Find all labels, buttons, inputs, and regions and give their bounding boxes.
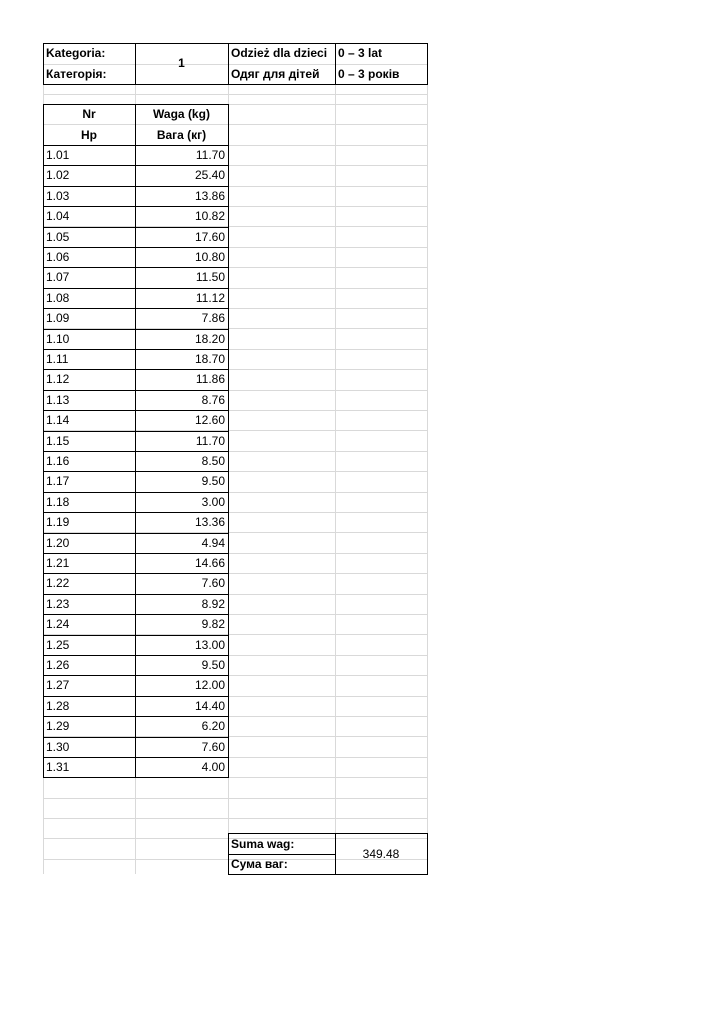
border-line (43, 84, 428, 85)
border-line (427, 833, 428, 875)
gridline (427, 84, 428, 874)
row-weight: 3.00 (201, 494, 225, 509)
column-header-nr-pl: Nr (82, 107, 96, 121)
column-header-nr-ua: Нр (81, 128, 97, 142)
type-pl: Odzież dla dzieci (231, 46, 328, 60)
border-line (228, 104, 229, 778)
border-line (228, 874, 428, 875)
row-nr: 1.20 (46, 535, 70, 550)
sum-label-pl: Suma wag: (231, 837, 295, 851)
category-label-pl: Kategoria: (46, 46, 106, 60)
border-line (427, 43, 428, 85)
row-weight: 9.82 (201, 617, 225, 632)
row-weight: 4.94 (201, 535, 225, 550)
row-weight: 13.86 (194, 188, 225, 203)
row-nr: 1.01 (46, 148, 70, 162)
row-weight: 13.00 (194, 637, 225, 652)
row-weight: 17.60 (194, 229, 225, 244)
row-nr: 1.21 (46, 556, 70, 570)
gridline (335, 84, 336, 874)
sum-total-value: 349.48 (362, 847, 400, 861)
row-weight: 14.40 (194, 698, 225, 713)
row-weight: 6.20 (201, 719, 225, 734)
row-weight: 9.50 (201, 658, 225, 672)
row-weight: 7.86 (201, 311, 225, 326)
row-weight: 8.50 (201, 454, 225, 468)
row-weight: 7.60 (201, 739, 225, 754)
row-nr: 1.31 (46, 760, 70, 774)
row-weight: 11.50 (195, 270, 225, 285)
row-weight: 11.70 (195, 433, 225, 448)
row-weight: 18.70 (194, 352, 225, 366)
row-nr: 1.05 (46, 229, 70, 244)
row-nr: 1.23 (46, 596, 70, 611)
type-ua: Одяг для дітей (231, 67, 320, 81)
row-weight: 11.86 (195, 372, 225, 387)
row-nr: 1.13 (46, 392, 70, 407)
category-label-ua: Категорія: (46, 67, 107, 81)
row-weight: 14.66 (194, 556, 225, 570)
row-weight: 9.50 (201, 474, 225, 489)
row-weight: 8.92 (201, 596, 225, 611)
row-weight: 10.82 (194, 209, 225, 224)
gridline (43, 94, 427, 95)
row-nr: 1.12 (46, 372, 70, 387)
row-nr: 1.25 (46, 637, 70, 652)
row-weight: 12.00 (194, 678, 225, 693)
row-nr: 1.16 (46, 454, 70, 468)
row-weight: 8.76 (201, 392, 225, 407)
row-weight: 4.00 (201, 760, 225, 774)
row-weight: 12.60 (194, 413, 225, 428)
row-nr: 1.06 (46, 250, 70, 264)
row-nr: 1.17 (46, 474, 70, 489)
row-weight: 13.36 (194, 515, 225, 530)
row-nr: 1.04 (46, 209, 70, 224)
age-ua: 0 – 3 років (338, 67, 400, 81)
row-nr: 1.24 (46, 617, 70, 632)
row-weight: 11.70 (195, 148, 225, 162)
age-pl: 0 – 3 lat (338, 46, 383, 60)
category-value: 1 (178, 56, 185, 70)
row-nr: 1.22 (46, 576, 70, 591)
gridline (43, 818, 427, 819)
row-nr: 1.15 (46, 433, 70, 448)
gridline (43, 798, 427, 799)
column-header-weight-ua: Вага (кг) (156, 128, 207, 142)
column-header-weight-pl: Waga (kg) (153, 107, 210, 121)
row-weight: 10.80 (194, 250, 225, 264)
row-weight: 18.20 (194, 331, 225, 346)
row-weight: 25.40 (194, 168, 225, 183)
row-nr: 1.26 (46, 658, 70, 672)
row-nr: 1.03 (46, 188, 70, 203)
row-nr: 1.07 (46, 270, 70, 285)
row-nr: 1.02 (46, 168, 70, 183)
row-nr: 1.28 (46, 698, 70, 713)
row-nr: 1.29 (46, 719, 70, 734)
row-nr: 1.09 (46, 311, 70, 326)
row-nr: 1.14 (46, 413, 70, 428)
sum-label-ua: Сума ваг: (231, 857, 288, 871)
row-weight: 7.60 (201, 576, 225, 591)
row-nr: 1.11 (46, 352, 69, 366)
row-nr: 1.08 (46, 290, 70, 305)
row-weight: 11.12 (195, 290, 225, 305)
row-nr: 1.10 (46, 331, 70, 346)
row-nr: 1.27 (46, 678, 70, 693)
row-nr: 1.30 (46, 739, 70, 754)
row-nr: 1.18 (46, 494, 70, 509)
row-nr: 1.19 (46, 515, 70, 530)
